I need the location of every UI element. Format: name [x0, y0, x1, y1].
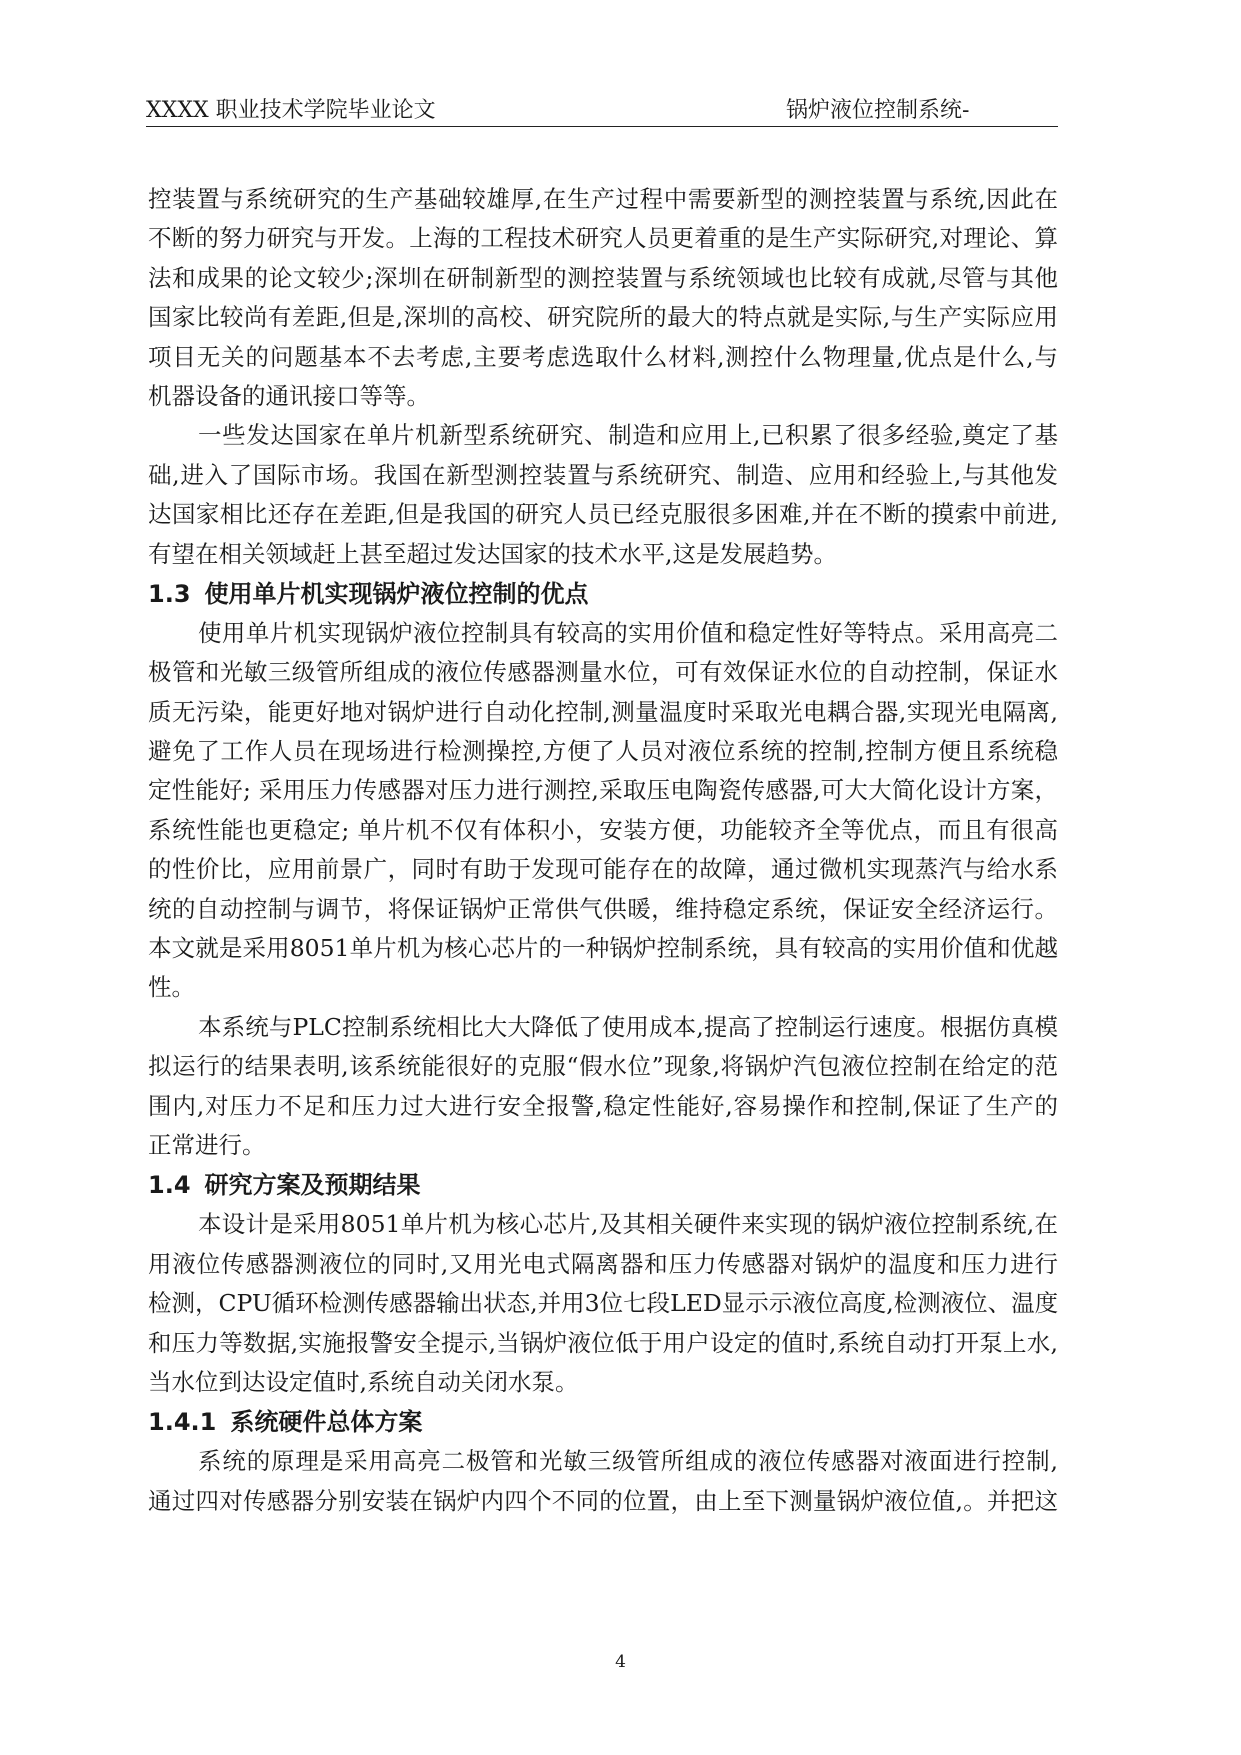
text-line: 围内,对压力不足和压力过大进行安全报警,稳定性能好,容易操作和控制,保证了生产的 — [148, 1091, 1058, 1120]
section-title: 系统硬件总体方案 — [230, 1408, 423, 1437]
text-line: 本系统与PLC控制系统相比大大降低了使用成本,提高了控制运行速度。根据仿真模 — [198, 1012, 1058, 1041]
paragraph — [148, 1442, 1058, 1521]
text-line: 检测，CPU循环检测传感器输出状态,并用3位七段LED显示示液位高度,检测液位、温度 — [148, 1289, 1058, 1318]
text-line: 系统的原理是采用高亮二极管和光敏三级管所组成的液位传感器对液面进行控制, — [198, 1447, 1058, 1476]
text-line: 有望在相关领域赶上甚至超过发达国家的技术水平,这是发展趋势。 — [148, 539, 837, 568]
text-line: 本文就是采用8051单片机为核心芯片的一种锅炉控制系统，具有较高的实用价值和优越 — [148, 934, 1058, 963]
text-line: 统的自动控制与调节，将保证锅炉正常供气供暖，维持稳定系统，保证安全经济运行。 — [148, 894, 1058, 923]
section-heading — [148, 1402, 1058, 1442]
text-line: 机器设备的通讯接口等等。 — [148, 381, 430, 410]
text-line: 当水位到达设定值时,系统自动关闭水泵。 — [148, 1367, 579, 1396]
text-line: 和压力等数据,实施报警安全提示,当锅炉液位低于用户设定的值时,系统自动打开泵上水, — [148, 1328, 1058, 1357]
header-school-title: XXXX 职业技术学院毕业论文 — [146, 98, 436, 123]
paragraph — [148, 614, 1058, 1008]
text-line: 的性价比，应用前景广，同时有助于发现可能存在的故障，通过微机实现蒸汽与给水系 — [148, 855, 1058, 884]
text-line: 通过四对传感器分别安装在锅炉内四个不同的位置，由上至下测量锅炉液位值,。并把这 — [148, 1486, 1058, 1515]
text-line: 法和成果的论文较少;深圳在研制新型的测控装置与系统领域也比较有成就,尽管与其他 — [148, 263, 1058, 292]
text-line: 控装置与系统研究的生产基础较雄厚,在生产过程中需要新型的测控装置与系统,因此在 — [148, 185, 1058, 213]
text-line: 拟运行的结果表明,该系统能很好的克服“假水位”现象,将锅炉汽包液位控制在给定的范 — [148, 1052, 1058, 1081]
section-number: 1.4.1 — [148, 1408, 217, 1437]
paragraph — [148, 1205, 1058, 1402]
paragraph — [148, 1008, 1058, 1166]
section-number: 1.4 — [148, 1171, 191, 1200]
text-line: 国家比较尚有差距,但是,深圳的高校、研究院所的最大的特点就是实际,与生产实际应用 — [148, 303, 1058, 332]
text-line: 项目无关的问题基本不去考虑,主要考虑选取什么材料,测控什么物理量,优点是什么,与 — [148, 342, 1058, 371]
section-title: 研究方案及预期结果 — [204, 1171, 421, 1200]
text-line: 质无污染，能更好地对锅炉进行自动化控制,测量温度时采取光电耦合器,实现光电隔离, — [148, 697, 1058, 726]
page-number: 4 — [615, 1652, 626, 1672]
page-body — [148, 180, 1058, 1521]
text-line: 系统性能也更稳定; 单片机不仅有体积小，安装方便，功能较齐全等优点，而且有很高 — [148, 815, 1058, 844]
header-thesis-title: 锅炉液位控制系统- — [786, 98, 970, 123]
section-heading — [148, 574, 1058, 614]
text-line: 一些发达国家在单片机新型系统研究、制造和应用上,已积累了很多经验,奠定了基 — [198, 421, 1058, 450]
text-line: 避免了工作人员在现场进行检测操控,方便了人员对液位系统的控制,控制方便且系统稳 — [148, 737, 1058, 766]
paragraph — [148, 180, 1058, 416]
paragraph — [148, 416, 1058, 574]
text-line: 使用单片机实现锅炉液位控制具有较高的实用价值和稳定性好等特点。采用高亮二 — [198, 618, 1058, 647]
page-header — [146, 96, 1058, 127]
section-number: 1.3 — [148, 579, 191, 608]
text-line: 达国家相比还存在差距,但是我国的研究人员已经克服很多困难,并在不断的摸索中前进, — [148, 500, 1058, 529]
text-line: 正常进行。 — [148, 1130, 266, 1159]
text-line: 础,进入了国际市场。我国在新型测控装置与系统研究、制造、应用和经验上,与其他发 — [148, 460, 1058, 489]
text-line: 极管和光敏三级管所组成的液位传感器测量水位，可有效保证水位的自动控制，保证水 — [148, 658, 1058, 687]
text-line: 性。 — [148, 973, 195, 1002]
text-line: 本设计是采用8051单片机为核心芯片,及其相关硬件来实现的锅炉液位控制系统,在 — [198, 1210, 1058, 1239]
section-title: 使用单片机实现锅炉液位控制的优点 — [204, 579, 589, 608]
text-line: 用液位传感器测液位的同时,又用光电式隔离器和压力传感器对锅炉的温度和压力进行 — [148, 1249, 1058, 1278]
text-line: 定性能好; 采用压力传感器对压力进行测控,采取压电陶瓷传感器,可大大简化设计方案， — [148, 776, 1058, 805]
text-line: 不断的努力研究与开发。上海的工程技术研究人员更着重的是生产实际研究,对理论、算 — [148, 224, 1058, 253]
section-heading — [148, 1165, 1058, 1205]
